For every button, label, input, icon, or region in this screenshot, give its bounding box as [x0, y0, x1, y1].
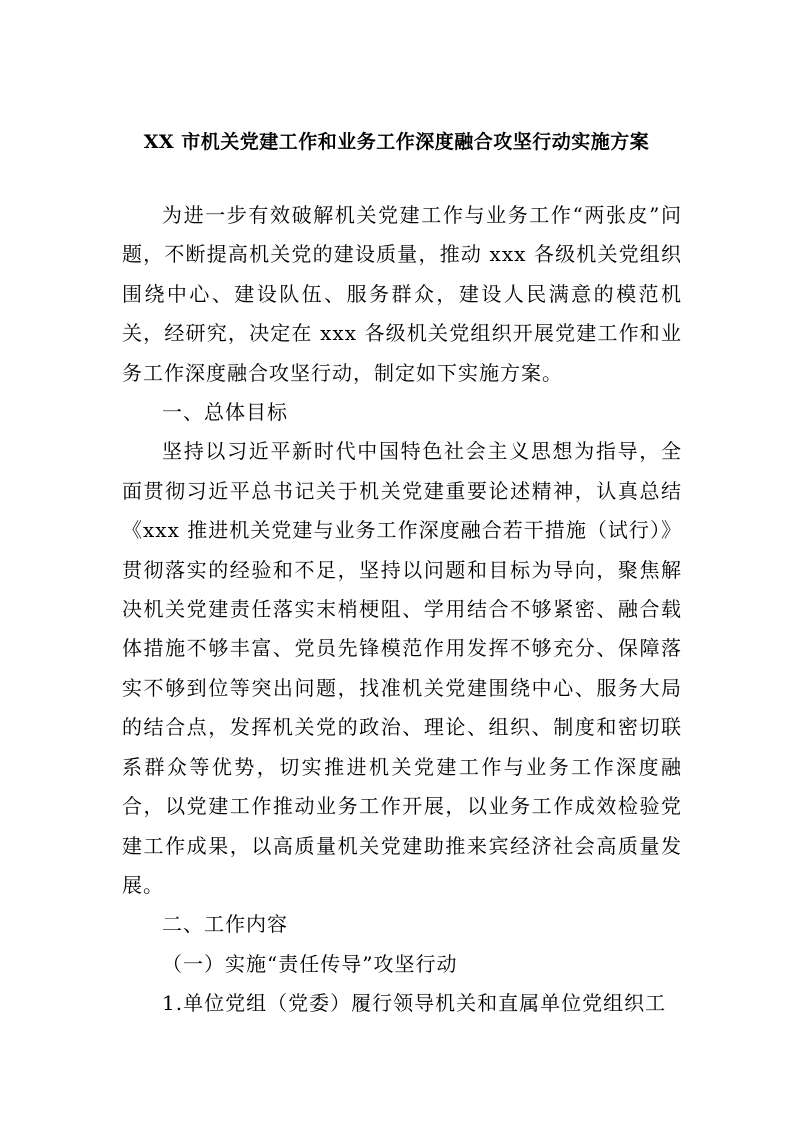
goal-paragraph: 坚持以习近平新时代中国特色社会主义思想为指导，全面贯彻习近平总书记关于机关党建重要论述精神，认真总结《xxx 推进机关党建与业务工作深度融合若干措施（试行）》贯彻落实的经验和不足，坚持以问题和目标为导向，聚焦解决机关党建责任落实末梢梗阻、学用结合不够紧密、融合载体措施不够丰富、党员先锋模范作用发挥不够充分、保障落实不够到位等突出问题，找准机关党建围绕中心、服务大局的结合点，发挥机关党的政治、理论、组织、制度和密切联系群众等优势，切实推进机关党建工作与业务工作深度融合，以党建工作推动业务工作开展，以业务工作成效检验党建工作成果，以高质量机关党建助推来宾经济社会高质量发展。	[122, 439, 682, 897]
item-paragraph-1: 1.单位党组（党委）履行领导机关和直属单位党组织工	[162, 991, 667, 1016]
section-heading-work-content: 二、工作内容	[162, 912, 288, 937]
section-heading-overall-goal: 一、总体目标	[162, 400, 288, 425]
subsection-heading-responsibility: （一）实施“责任传导”攻坚行动	[162, 951, 458, 976]
document-body	[122, 196, 682, 1024]
document-title: XX 市机关党建工作和业务工作深度融合攻坚行动实施方案	[143, 131, 650, 153]
intro-paragraph: 为进一步有效破解机关党建工作与业务工作“两张皮”问题，不断提高机关党的建设质量，推动 xxx 各级机关党组织围绕中心、建设队伍、服务群众，建设人民满意的模范机关，经研究，决定在 xxx 各级机关党组织开展党建工作和业务工作深度融合攻坚行动，制定如下实施方案。	[122, 203, 682, 385]
